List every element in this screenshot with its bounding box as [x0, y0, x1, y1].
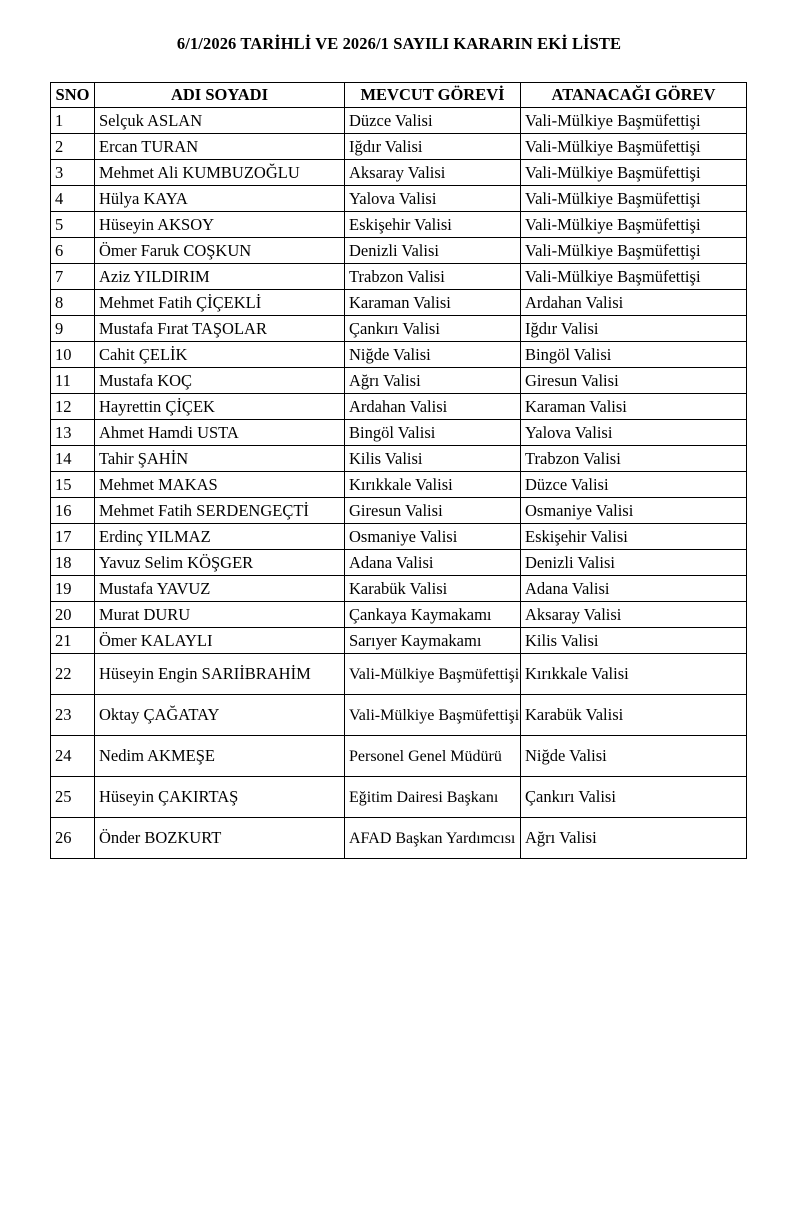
- cell-current-duty: Yalova Valisi: [345, 186, 521, 212]
- cell-sno: 7: [51, 264, 95, 290]
- cell-sno: 21: [51, 628, 95, 654]
- header-current-duty: MEVCUT GÖREVİ: [345, 83, 521, 108]
- cell-current-duty: Sarıyer Kaymakamı: [345, 628, 521, 654]
- cell-name: Erdinç YILMAZ: [95, 524, 345, 550]
- cell-sno: 15: [51, 472, 95, 498]
- cell-new-duty: Vali-Mülkiye Başmüfettişi: [521, 160, 747, 186]
- cell-new-duty: Eskişehir Valisi: [521, 524, 747, 550]
- cell-sno: 6: [51, 238, 95, 264]
- cell-current-duty: Iğdır Valisi: [345, 134, 521, 160]
- cell-new-duty: Kırıkkale Valisi: [521, 654, 747, 695]
- cell-current-duty: Kilis Valisi: [345, 446, 521, 472]
- table-row: [51, 316, 747, 342]
- cell-name: Nedim AKMEŞE: [95, 736, 345, 777]
- table-row: [51, 498, 747, 524]
- cell-new-duty: Vali-Mülkiye Başmüfettişi: [521, 264, 747, 290]
- cell-current-duty: Ağrı Valisi: [345, 368, 521, 394]
- table-row: [51, 576, 747, 602]
- table-row: [51, 238, 747, 264]
- cell-sno: 22: [51, 654, 95, 695]
- cell-name: Mustafa YAVUZ: [95, 576, 345, 602]
- table-row: [51, 550, 747, 576]
- table-row: [51, 524, 747, 550]
- cell-name: Hülya KAYA: [95, 186, 345, 212]
- cell-name: Ömer KALAYLI: [95, 628, 345, 654]
- cell-name: Ercan TURAN: [95, 134, 345, 160]
- cell-current-duty: Osmaniye Valisi: [345, 524, 521, 550]
- cell-name: Mustafa Fırat TAŞOLAR: [95, 316, 345, 342]
- cell-name: Mehmet Fatih ÇİÇEKLİ: [95, 290, 345, 316]
- header-new-duty: ATANACAĞI GÖREV: [521, 83, 747, 108]
- table-header-row: [51, 83, 747, 108]
- cell-current-duty: Vali-Mülkiye Başmüfettişi: [345, 695, 521, 736]
- cell-sno: 2: [51, 134, 95, 160]
- cell-current-duty: Ardahan Valisi: [345, 394, 521, 420]
- cell-sno: 9: [51, 316, 95, 342]
- cell-name: Önder BOZKURT: [95, 818, 345, 859]
- cell-name: Tahir ŞAHİN: [95, 446, 345, 472]
- cell-current-duty: AFAD Başkan Yardımcısı: [345, 818, 521, 859]
- cell-name: Aziz YILDIRIM: [95, 264, 345, 290]
- cell-sno: 11: [51, 368, 95, 394]
- table-row: [51, 736, 747, 777]
- cell-new-duty: Düzce Valisi: [521, 472, 747, 498]
- table-row: [51, 628, 747, 654]
- cell-name: Hayrettin ÇİÇEK: [95, 394, 345, 420]
- table-row: [51, 290, 747, 316]
- table-row: [51, 472, 747, 498]
- cell-name: Mehmet MAKAS: [95, 472, 345, 498]
- cell-current-duty: Karabük Valisi: [345, 576, 521, 602]
- cell-new-duty: Ağrı Valisi: [521, 818, 747, 859]
- table-row: [51, 654, 747, 695]
- cell-sno: 1: [51, 108, 95, 134]
- table-row: [51, 108, 747, 134]
- cell-name: Ömer Faruk COŞKUN: [95, 238, 345, 264]
- table-row: [51, 160, 747, 186]
- table-row: [51, 394, 747, 420]
- cell-sno: 24: [51, 736, 95, 777]
- cell-sno: 26: [51, 818, 95, 859]
- cell-name: Mehmet Fatih SERDENGEÇTİ: [95, 498, 345, 524]
- cell-name: Murat DURU: [95, 602, 345, 628]
- cell-name: Yavuz Selim KÖŞGER: [95, 550, 345, 576]
- cell-current-duty: Adana Valisi: [345, 550, 521, 576]
- cell-new-duty: Vali-Mülkiye Başmüfettişi: [521, 134, 747, 160]
- header-name: ADI SOYADI: [95, 83, 345, 108]
- cell-new-duty: Yalova Valisi: [521, 420, 747, 446]
- cell-current-duty: Eğitim Dairesi Başkanı: [345, 777, 521, 818]
- cell-sno: 4: [51, 186, 95, 212]
- cell-current-duty: Bingöl Valisi: [345, 420, 521, 446]
- cell-sno: 12: [51, 394, 95, 420]
- table-row: [51, 602, 747, 628]
- table-row: [51, 818, 747, 859]
- cell-new-duty: Vali-Mülkiye Başmüfettişi: [521, 212, 747, 238]
- table-row: [51, 212, 747, 238]
- cell-new-duty: Kilis Valisi: [521, 628, 747, 654]
- cell-new-duty: Karaman Valisi: [521, 394, 747, 420]
- cell-current-duty: Niğde Valisi: [345, 342, 521, 368]
- cell-new-duty: Ardahan Valisi: [521, 290, 747, 316]
- cell-current-duty: Aksaray Valisi: [345, 160, 521, 186]
- cell-new-duty: Aksaray Valisi: [521, 602, 747, 628]
- cell-current-duty: Giresun Valisi: [345, 498, 521, 524]
- cell-sno: 13: [51, 420, 95, 446]
- cell-new-duty: Iğdır Valisi: [521, 316, 747, 342]
- cell-current-duty: Düzce Valisi: [345, 108, 521, 134]
- cell-current-duty: Vali-Mülkiye Başmüfettişi: [345, 654, 521, 695]
- cell-current-duty: Çankaya Kaymakamı: [345, 602, 521, 628]
- cell-new-duty: Adana Valisi: [521, 576, 747, 602]
- cell-sno: 10: [51, 342, 95, 368]
- cell-name: Oktay ÇAĞATAY: [95, 695, 345, 736]
- table-row: [51, 695, 747, 736]
- table-row: [51, 420, 747, 446]
- cell-name: Ahmet Hamdi USTA: [95, 420, 345, 446]
- appointment-table: [50, 82, 747, 859]
- cell-sno: 23: [51, 695, 95, 736]
- cell-current-duty: Kırıkkale Valisi: [345, 472, 521, 498]
- cell-new-duty: Bingöl Valisi: [521, 342, 747, 368]
- cell-new-duty: Osmaniye Valisi: [521, 498, 747, 524]
- table-row: [51, 777, 747, 818]
- cell-name: Hüseyin ÇAKIRTAŞ: [95, 777, 345, 818]
- table-row: [51, 368, 747, 394]
- cell-new-duty: Vali-Mülkiye Başmüfettişi: [521, 238, 747, 264]
- header-sno: SNO: [51, 83, 95, 108]
- cell-sno: 18: [51, 550, 95, 576]
- cell-sno: 20: [51, 602, 95, 628]
- cell-current-duty: Personel Genel Müdürü: [345, 736, 521, 777]
- cell-sno: 3: [51, 160, 95, 186]
- cell-new-duty: Denizli Valisi: [521, 550, 747, 576]
- cell-new-duty: Trabzon Valisi: [521, 446, 747, 472]
- document-title: 6/1/2026 TARİHLİ VE 2026/1 SAYILI KARARIN EKİ LİSTE: [176, 34, 622, 53]
- cell-sno: 8: [51, 290, 95, 316]
- table-row: [51, 186, 747, 212]
- table-row: [51, 446, 747, 472]
- cell-sno: 14: [51, 446, 95, 472]
- cell-name: Hüseyin Engin SARIİBRAHİM: [95, 654, 345, 695]
- cell-name: Mustafa KOÇ: [95, 368, 345, 394]
- cell-name: Selçuk ASLAN: [95, 108, 345, 134]
- cell-sno: 19: [51, 576, 95, 602]
- cell-name: Mehmet Ali KUMBUZOĞLU: [95, 160, 345, 186]
- cell-new-duty: Giresun Valisi: [521, 368, 747, 394]
- cell-new-duty: Niğde Valisi: [521, 736, 747, 777]
- table-row: [51, 264, 747, 290]
- cell-new-duty: Vali-Mülkiye Başmüfettişi: [521, 108, 747, 134]
- cell-current-duty: Denizli Valisi: [345, 238, 521, 264]
- cell-new-duty: Vali-Mülkiye Başmüfettişi: [521, 186, 747, 212]
- cell-current-duty: Karaman Valisi: [345, 290, 521, 316]
- table-row: [51, 342, 747, 368]
- cell-sno: 16: [51, 498, 95, 524]
- cell-new-duty: Karabük Valisi: [521, 695, 747, 736]
- cell-name: Cahit ÇELİK: [95, 342, 345, 368]
- cell-current-duty: Trabzon Valisi: [345, 264, 521, 290]
- cell-new-duty: Çankırı Valisi: [521, 777, 747, 818]
- cell-name: Hüseyin AKSOY: [95, 212, 345, 238]
- cell-sno: 25: [51, 777, 95, 818]
- cell-current-duty: Çankırı Valisi: [345, 316, 521, 342]
- cell-sno: 5: [51, 212, 95, 238]
- table-row: [51, 134, 747, 160]
- cell-current-duty: Eskişehir Valisi: [345, 212, 521, 238]
- cell-sno: 17: [51, 524, 95, 550]
